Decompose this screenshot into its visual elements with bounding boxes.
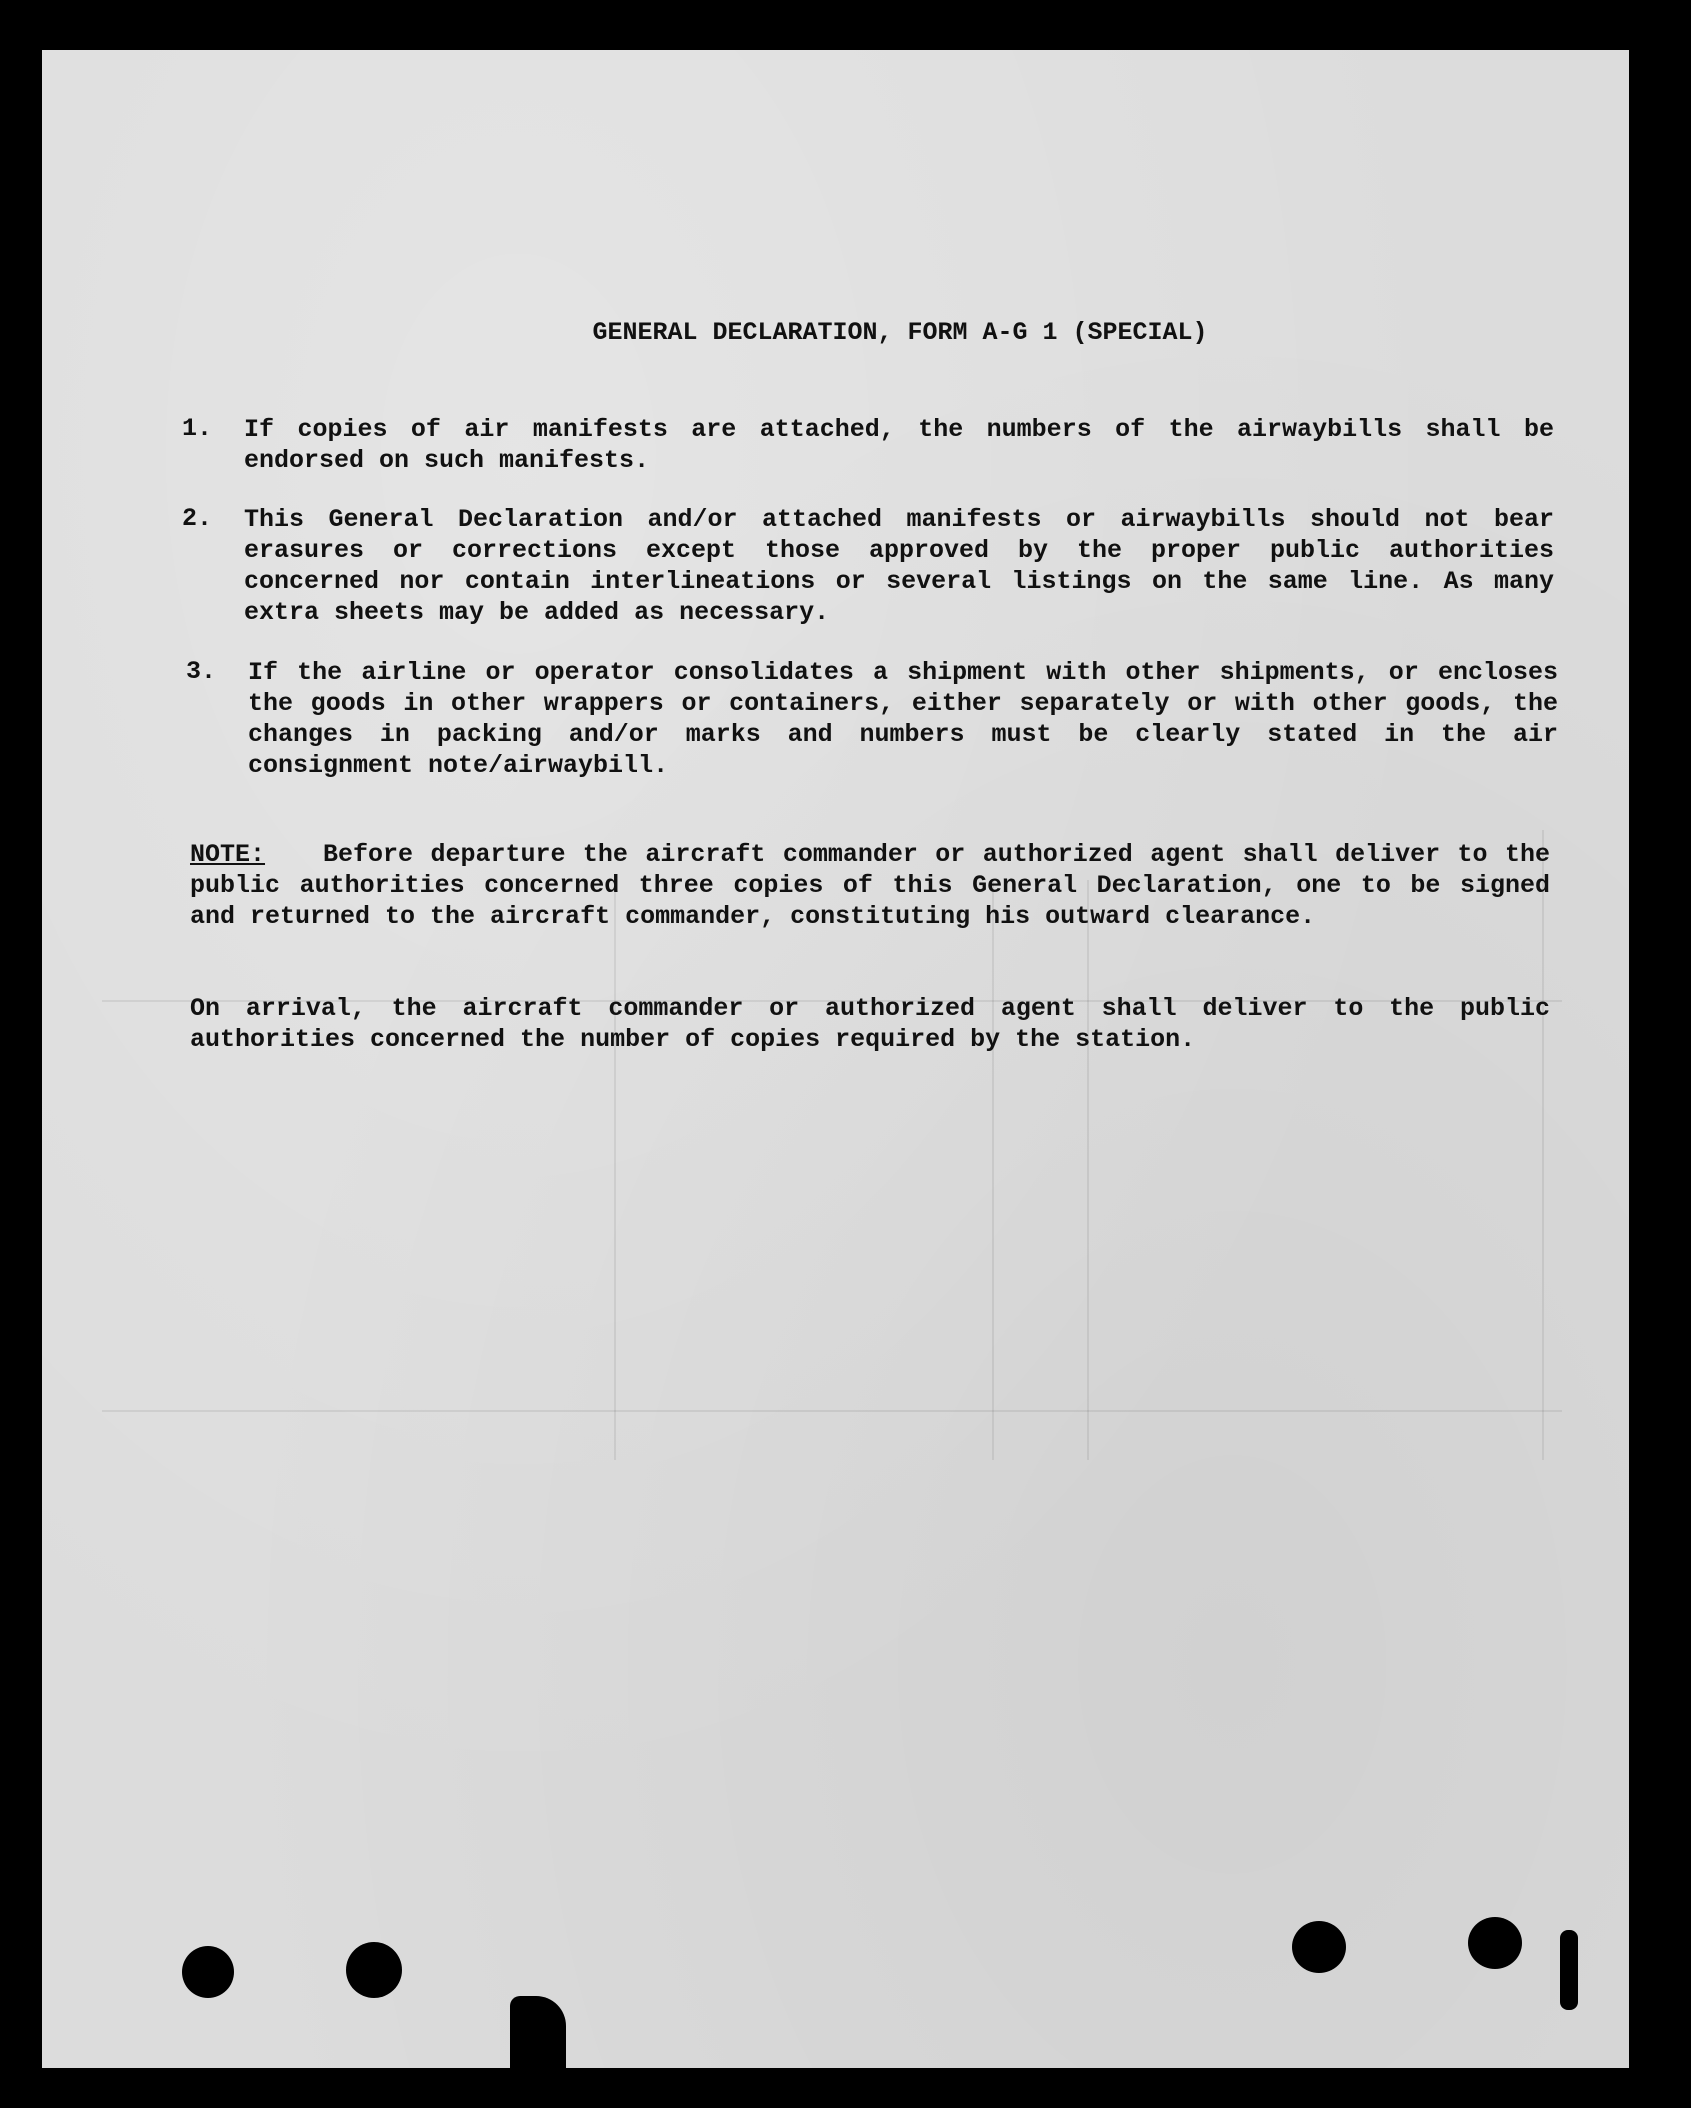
punch-hole xyxy=(182,1946,234,1998)
note-label: NOTE: xyxy=(190,840,266,869)
bleed-through-line xyxy=(614,880,616,1460)
item-text: If the airline or operator consolidates a shipment with other shipments, or encloses the goods in other wrappers or containers, either separately or with other goods, the changes in packing and/or marks and numbers must be clearly stated in the air consignment note/airwaybill. xyxy=(248,658,1558,780)
document-title: GENERAL DECLARATION, FORM A-G 1 (SPECIAL) xyxy=(592,318,1208,347)
paper-damage xyxy=(1560,1930,1578,2010)
punch-hole xyxy=(346,1942,402,1998)
punch-hole xyxy=(1292,1921,1346,1973)
bleed-through-line xyxy=(102,1410,1562,1412)
item-text: If copies of air manifests are attached, the numbers of the airwaybills shall be endorsed on such manifests. xyxy=(244,415,1554,475)
item-number: 2. xyxy=(182,504,213,533)
bleed-through-line xyxy=(1087,880,1089,1460)
document-page xyxy=(42,50,1629,2068)
item-text: This General Declaration and/or attached manifests or airwaybills should not bear erasures or corrections except those approved by the proper public authorities concerned nor contain interlineations or several listings on the same line. As many extra sheets may be added as necessary. xyxy=(244,505,1554,627)
punch-hole xyxy=(1468,1917,1522,1969)
item-number: 3. xyxy=(186,657,217,686)
arrival-paragraph: On arrival, the aircraft commander or authorized agent shall deliver to the public authorities concerned the number of copies required by the station. xyxy=(190,994,1550,1054)
note-text: Before departure the aircraft commander or authorized agent shall deliver to the public authorities concerned three copies of this General Declaration, one to be signed and returned to the aircraft commander, constituting his outward clearance. xyxy=(190,840,1550,931)
note-paragraph xyxy=(190,839,1550,932)
bleed-through-line xyxy=(992,880,994,1460)
item-number: 1. xyxy=(182,414,213,443)
paper-damage xyxy=(510,1996,566,2068)
